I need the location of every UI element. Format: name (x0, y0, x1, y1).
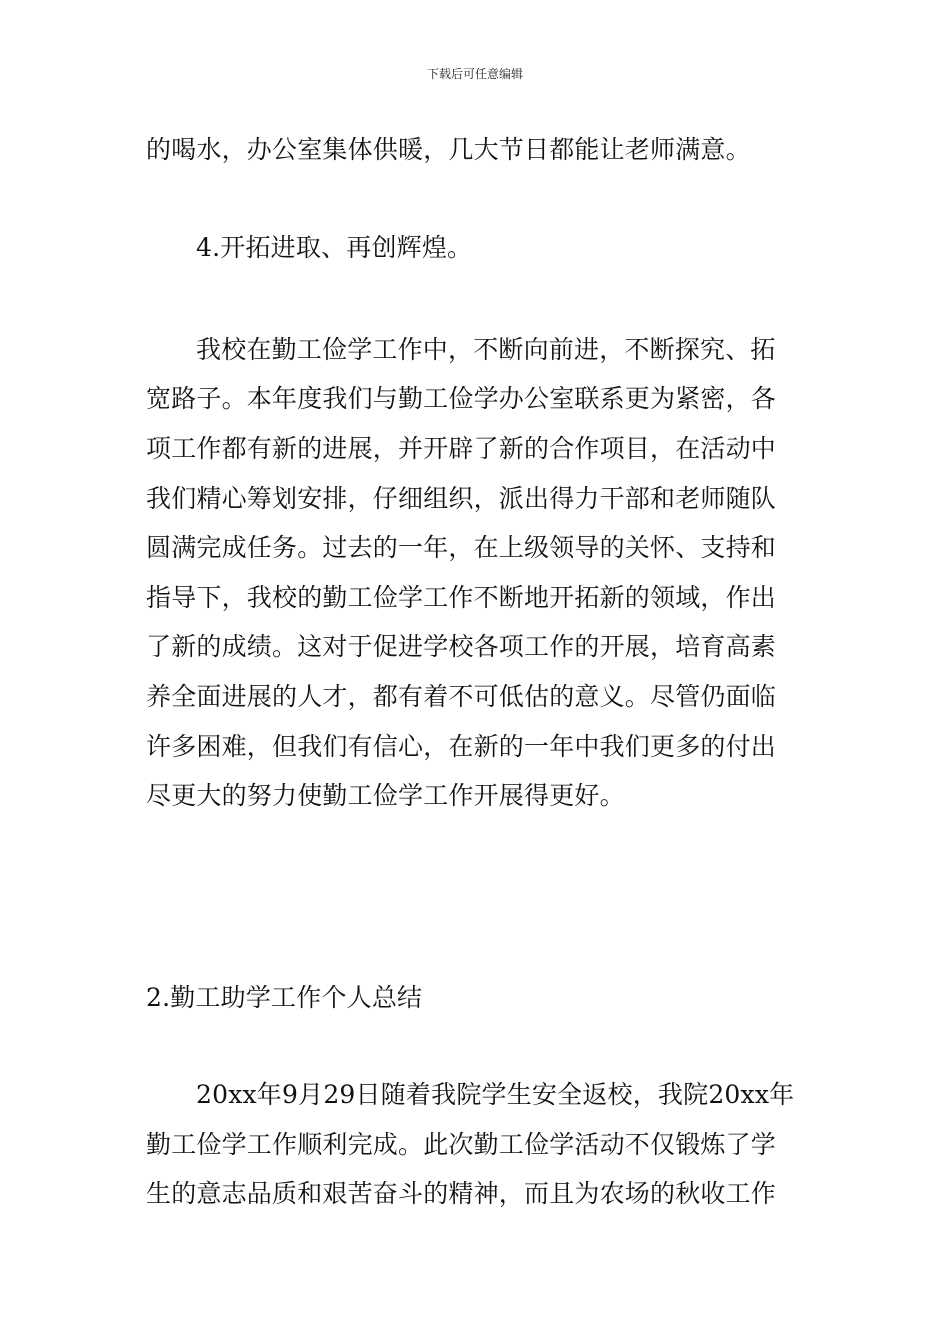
body-line: 圆满完成任务。过去的一年，在上级领导的关怀、支持和 (146, 533, 777, 562)
body-line: 养全面进展的人才，都有着不可低估的意义。尽管仍面临 (146, 682, 777, 711)
body-line: 勤工俭学工作顺利完成。此次勤工俭学活动不仅锻炼了学 (146, 1130, 777, 1159)
header-note: 下载后可任意编辑 (426, 67, 523, 81)
body-line: 了新的成绩。这对于促进学校各项工作的开展，培育高素 (146, 632, 777, 661)
section-heading: 4.开拓进取、再创辉煌。 (196, 233, 473, 262)
body-line: 许多困难，但我们有信心，在新的一年中我们更多的付出 (146, 732, 777, 761)
body-line: 宽路子。本年度我们与勤工俭学办公室联系更为紧密，各 (146, 384, 777, 413)
body-line: 我们精心筹划安排，仔细组织，派出得力干部和老师随队 (146, 484, 777, 513)
body-line: 我校在勤工俭学工作中，不断向前进，不断探究、拓 (196, 335, 776, 364)
body-line: 尽更大的努力使勤工俭学工作开展得更好。 (146, 781, 625, 810)
body-line: 生的意志品质和艰苦奋斗的精神，而且为农场的秋收工作 (146, 1179, 777, 1208)
body-line: 20xx年9月29日随着我院学生安全返校，我院20xx年 (196, 1080, 795, 1109)
body-line: 指导下，我校的勤工俭学工作不断地开拓新的领域，作出 (146, 583, 777, 612)
body-line: 项工作都有新的进展，并开辟了新的合作项目，在活动中 (146, 434, 777, 463)
section-title: 2.勤工助学工作个人总结 (146, 983, 423, 1012)
body-line: 的喝水，办公室集体供暖，几大节日都能让老师满意。 (146, 135, 751, 164)
